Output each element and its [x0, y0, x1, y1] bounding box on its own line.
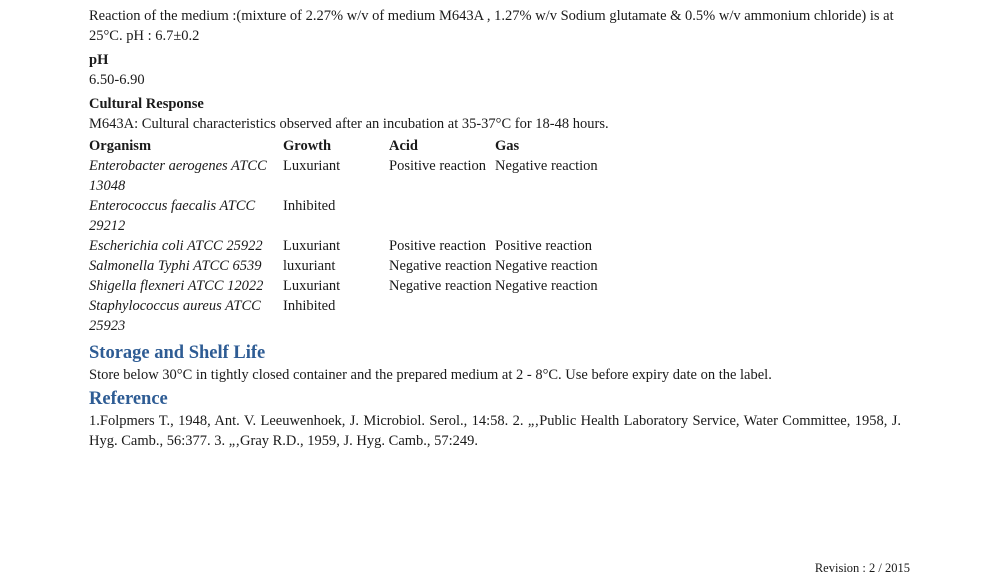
acid-cell: Positive reaction — [389, 158, 487, 174]
gas-cell: Negative reaction — [495, 158, 598, 174]
table-row — [89, 236, 605, 256]
column-header-organism: Organism — [89, 138, 152, 154]
growth-cell: Inhibited — [283, 298, 336, 314]
table-row — [89, 156, 605, 196]
table-row — [89, 256, 605, 276]
organism-cell: Salmonella Typhi ATCC 6539 — [89, 258, 262, 274]
organism-cell: Enterobacter aerogenes ATCC 13048 — [89, 158, 267, 194]
acid-cell: Positive reaction — [389, 238, 487, 254]
column-header-acid: Acid — [389, 138, 418, 154]
storage-heading: Storage and Shelf Life — [89, 343, 266, 363]
cultural-response-description: M643A: Cultural characteristics observed after an incubation at 35-37°C for 18-48 hours. — [89, 116, 609, 132]
table-row — [89, 196, 605, 236]
revision-footer: Revision : 2 / 2015 — [814, 561, 910, 575]
gas-cell — [495, 196, 605, 236]
reference-heading: Reference — [89, 389, 168, 409]
reference-text: 1.Folpmers T., 1948, Ant. V. Leeuwenhoek, J. Microbiol. Serol., 14:58. 2. „‚Public Health Laboratory Service, Water Committee, 1958, J. Hyg. Camb., 56:377. 3. „‚Gray R.D., 1959, J. Hyg. Camb., 57:249. — [89, 413, 901, 449]
organism-cell: Staphylococcus aureus ATCC 25923 — [89, 298, 261, 334]
growth-cell: Luxuriant — [283, 278, 341, 294]
reaction-paragraph: Reaction of the medium :(mixture of 2.27% w/v of medium M643A , 1.27% w/v Sodium glutamate & 0.5% w/v ammonium chloride) is at 25°C. pH : 6.7±0.2 — [89, 8, 894, 44]
acid-cell: Negative reaction — [389, 278, 492, 294]
growth-cell: Luxuriant — [283, 238, 341, 254]
document-body — [89, 6, 901, 451]
cultural-response-heading: Cultural Response — [89, 96, 204, 112]
acid-cell — [389, 296, 495, 336]
ph-heading: pH — [89, 52, 109, 68]
column-header-growth: Growth — [283, 138, 332, 154]
table-header-row — [89, 136, 605, 156]
gas-cell: Negative reaction — [495, 258, 598, 274]
gas-cell: Positive reaction — [495, 238, 593, 254]
acid-cell: Negative reaction — [389, 258, 492, 274]
cultural-response-table — [89, 136, 605, 336]
ph-value: 6.50-6.90 — [89, 72, 145, 88]
column-header-gas: Gas — [495, 138, 520, 154]
gas-cell: Negative reaction — [495, 278, 598, 294]
table-row — [89, 296, 605, 336]
storage-text: Store below 30°C in tightly closed container and the prepared medium at 2 - 8°C. Use before expiry date on the label. — [89, 367, 772, 383]
growth-cell: luxuriant — [283, 258, 336, 274]
organism-cell: Enterococcus faecalis ATCC 29212 — [89, 198, 256, 234]
growth-cell: Inhibited — [283, 198, 336, 214]
table-row — [89, 276, 605, 296]
organism-cell: Escherichia coli ATCC 25922 — [89, 238, 263, 254]
acid-cell — [389, 196, 495, 236]
organism-cell: Shigella flexneri ATCC 12022 — [89, 278, 264, 294]
gas-cell — [495, 296, 605, 336]
growth-cell: Luxuriant — [283, 158, 341, 174]
